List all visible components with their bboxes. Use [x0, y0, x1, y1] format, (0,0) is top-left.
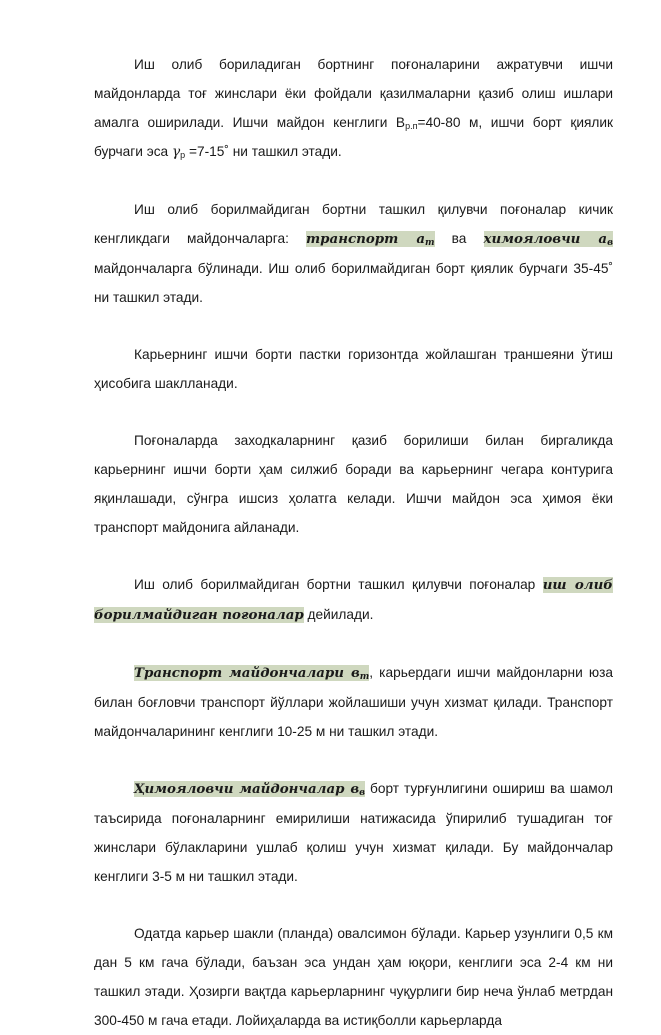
term-transport	[306, 231, 435, 247]
text-run: майдончаларга бўлинади. Иш олиб борилмайдиган борт қиялик бурчаги 35-45˚ ни ташкил этади.	[94, 261, 613, 305]
term-transport-platforms	[134, 665, 369, 681]
symbol-a: a	[598, 231, 608, 247]
paragraph-transport-platforms	[94, 658, 613, 746]
text-run: =7-15˚ ни ташкил этади.	[185, 144, 342, 159]
term-text: химояловчи	[483, 231, 599, 247]
subscript: в	[359, 788, 366, 798]
subscript: р.п	[405, 121, 418, 131]
text-run: =40-80 м, ишчи борт қиялик бурчаги эса	[94, 115, 614, 159]
text-run: ва	[434, 231, 484, 246]
text-run: борт турғунлигини ошириш ва шамол таъсирида поғоналарнинг емирилиши натижасида ўпирилиб тушадиган тоғ жинслари бўлакларини ушлаб қолиш учун хизмат қилади. Бу майдончалар кенглиги 3-5 м ни ташкил этади.	[94, 781, 613, 884]
term-text: Транспорт майдончалари в	[134, 665, 360, 681]
paragraph-protective-platforms	[94, 774, 613, 891]
document-page	[94, 50, 614, 1028]
text-run: Карьернинг ишчи борти пастки горизонтда жойлашган траншеяни ўтиш ҳисобига шаклланади.	[94, 347, 613, 391]
paragraph-non-working-board	[94, 195, 613, 312]
symbol-a: a	[416, 231, 426, 247]
text-run: Поғоналарда заходкаларнинг қазиб борилиши билан биргаликда карьернинг ишчи борти ҳам силжиб боради ва карьернинг чегара контурига яқинлашади, сўнгра ишсиз ҳолатга келади. Ишчи майдон эса ҳимоя ёки транспорт майдонига айланади.	[94, 433, 613, 535]
paragraph-working-board-formation	[94, 340, 613, 398]
paragraph-pit-shape	[94, 919, 613, 1035]
paragraph-non-working-benches	[94, 570, 613, 630]
subscript: в	[607, 238, 613, 248]
term-protective-platforms	[134, 781, 365, 797]
paragraph-benches-progress	[94, 426, 613, 542]
term-text: транспорт	[306, 231, 417, 247]
subscript: т	[425, 238, 435, 248]
term-non-working-benches: иш олиб борилмайдиган поғоналар	[94, 577, 613, 623]
symbol-gamma: γ	[171, 144, 181, 160]
subscript: р	[180, 150, 186, 160]
text-run: , карьердаги ишчи майдонларни юза билан боғловчи транспорт йўллари жойлашиши учун хизмат қилади. Транспорт майдончаларининг кенглиги 10-25 м ни ташкил этади.	[94, 665, 613, 739]
text-run: Иш олиб борилмайдиган бортни ташкил қилувчи поғоналар	[134, 577, 543, 592]
text-run: дейилади.	[303, 607, 374, 622]
term-protective	[484, 231, 613, 247]
paragraph-working-area	[94, 50, 613, 167]
subscript: т	[359, 672, 370, 682]
text-run: Иш олиб борилмайдиган бортни ташкил қилувчи поғоналар кичик кенгликдаги майдончаларга:	[94, 202, 613, 246]
text-run: Иш олиб бориладиган бортнинг поғоналарини ажратувчи ишчи майдонларда тоғ жинслари ёки фойдали қазилмаларни қазиб олиш ишлари амалга оширилади. Ишчи майдон кенглиги В	[94, 57, 613, 130]
text-run: Одатда карьер шакли (планда) овалсимон бўлади. Карьер узунлиги 0,5 км дан 5 км гача бўлади, баъзан эса ундан ҳам юқори, кенглиги эса 2-4 км ни ташкил этади. Ҳозирги вақтда карьерларнинг чуқурлиги бир неча ўнлаб метрдан 300-450 м гача етади. Лойиҳаларда ва истиқболли карьерларда	[94, 926, 613, 1028]
term-text: Ҳимояловчи майдончалар в	[134, 781, 360, 797]
